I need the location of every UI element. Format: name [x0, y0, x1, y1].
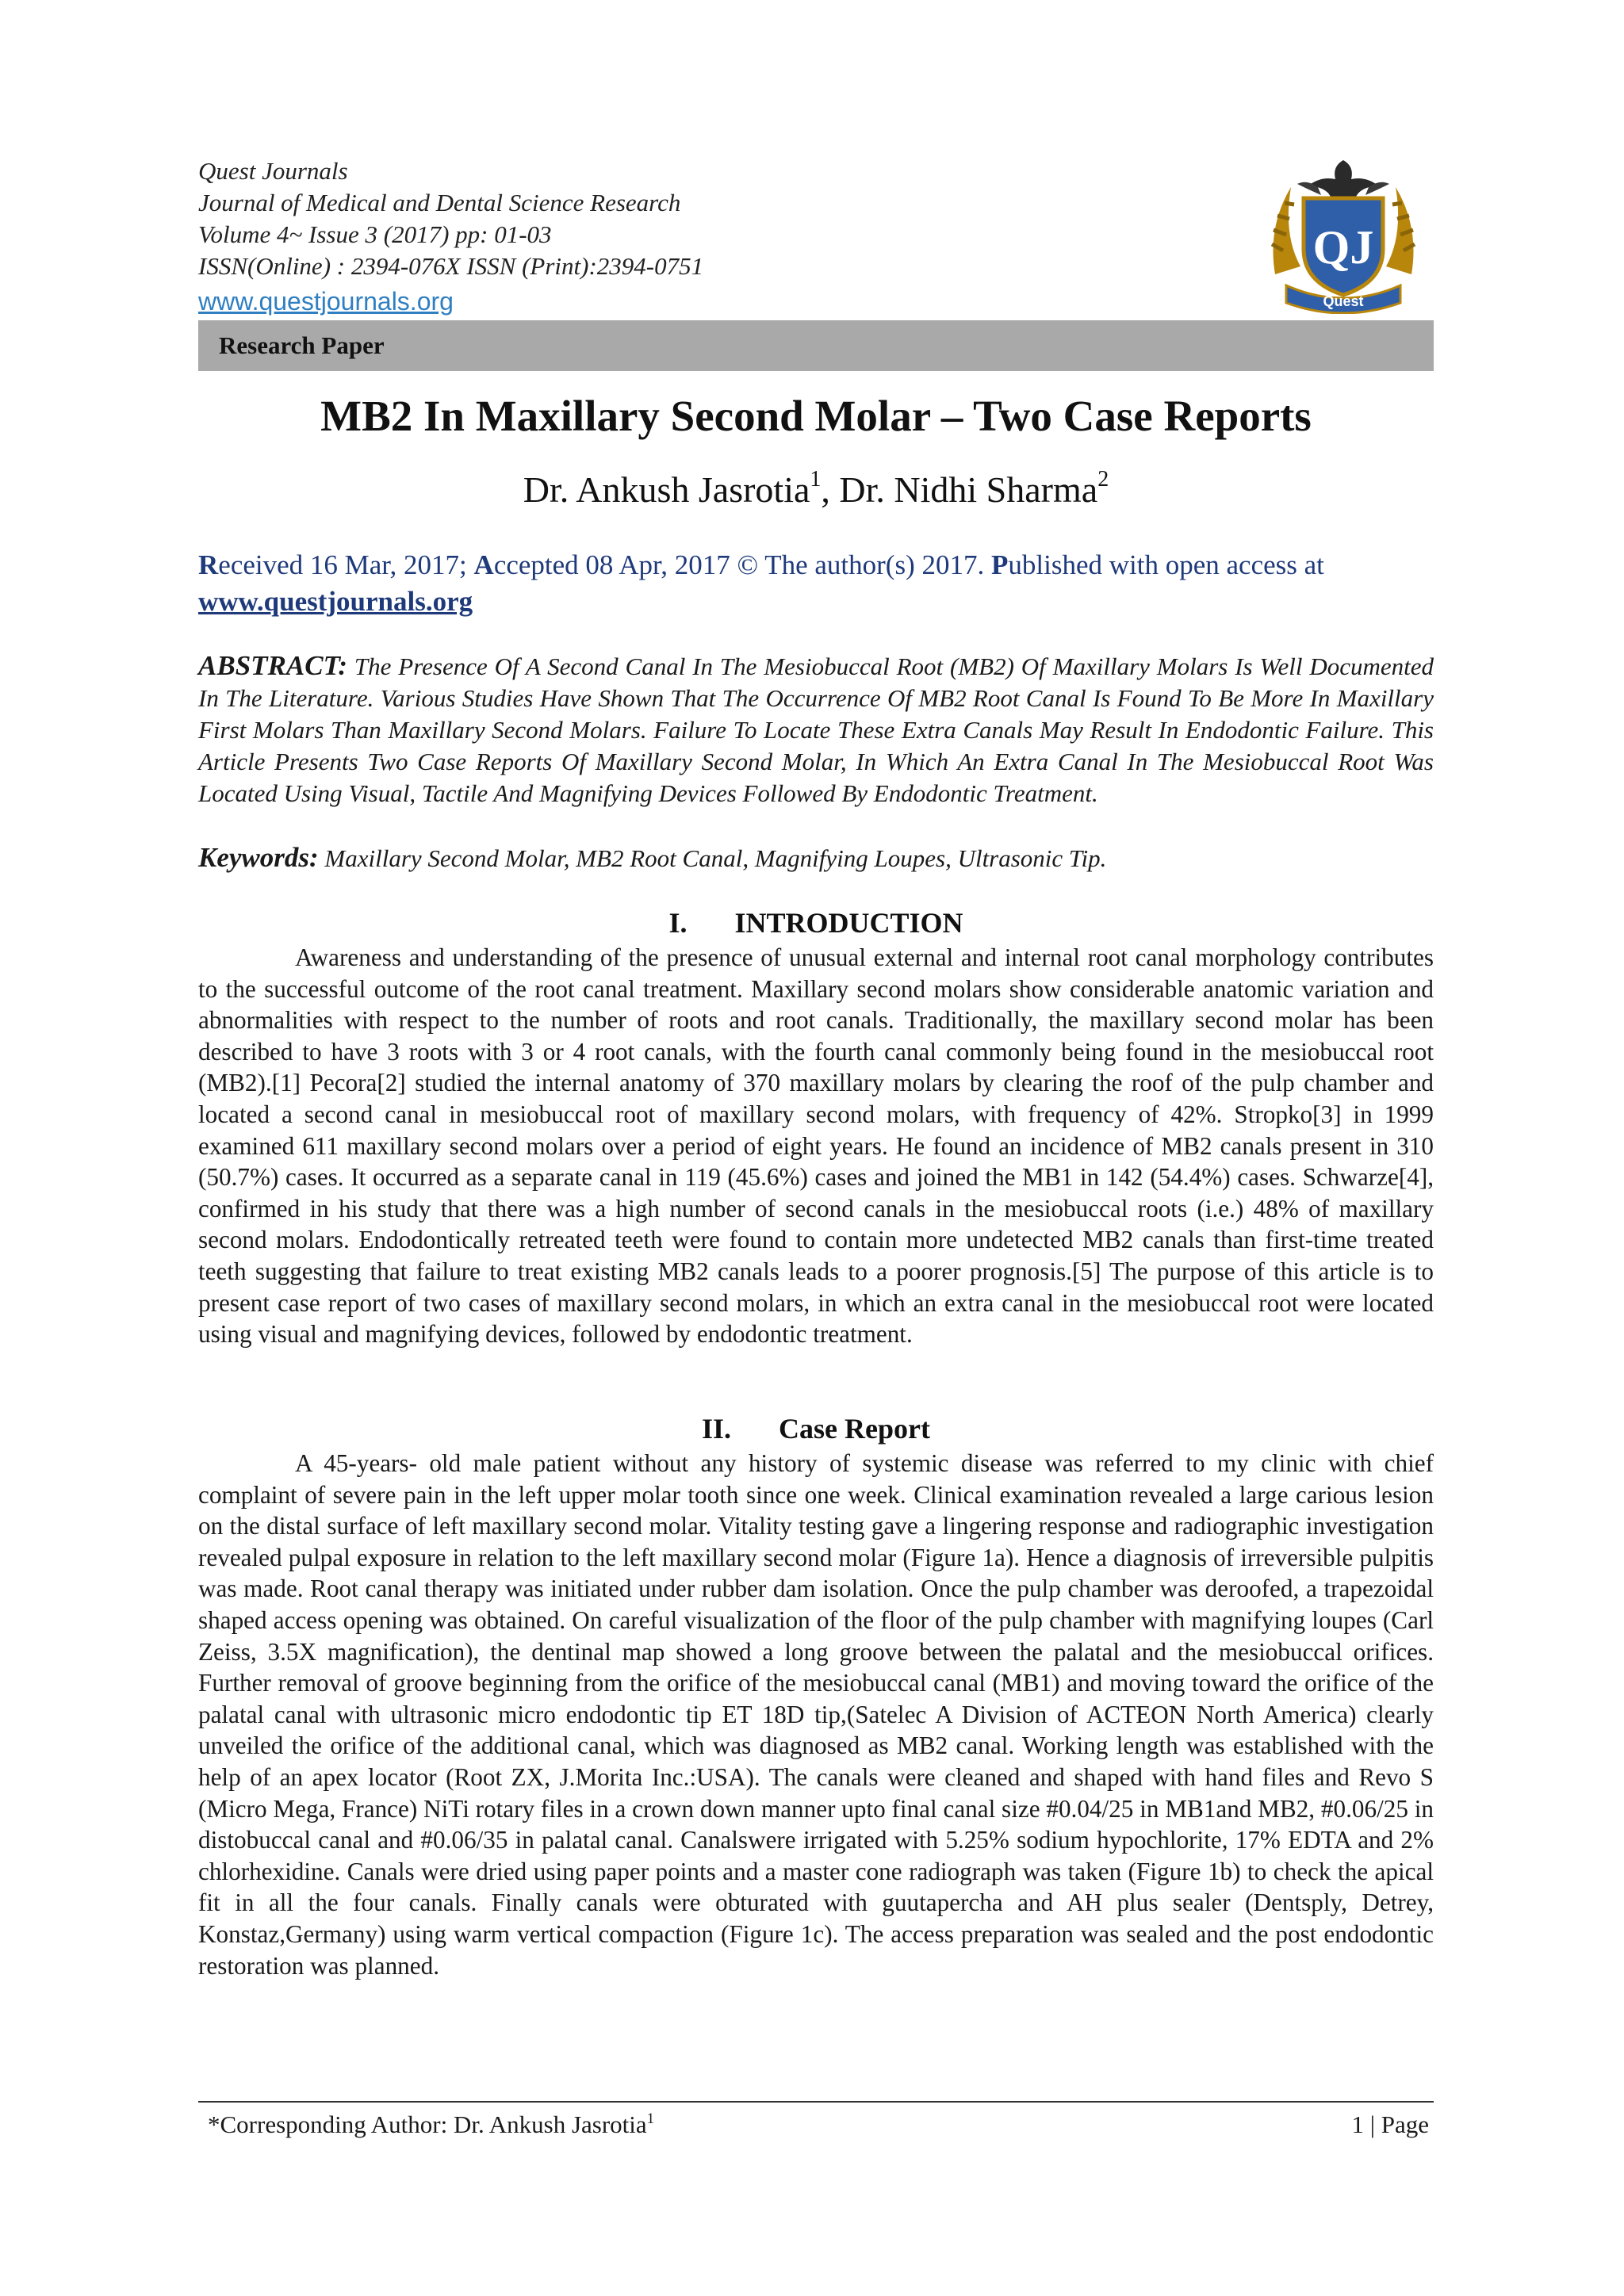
author-separator: , [821, 469, 840, 510]
abstract [198, 650, 1434, 809]
received-accepted-line [198, 547, 1434, 620]
case-report-text: A 45-years- old male patient without any history of systemic disease was referred to my clinic with chief complaint of severe pain in the left upper molar tooth since one week. Clinical examination revealed a large carious lesion on the distal surface of left maxillary second molar. Vitality testing gave a lingering response and radiographic investigation revealed pulpal exposure in relation to the left maxillary second molar (Figure 1a). Hence a diagnosis of irreversible pulpitis was made. Root canal therapy was initiated under rubber dam isolation. Once the pulp chamber was deroofed, a trapezoidal shaped access opening was obtained. On careful visualization of the floor of the pulp chamber with magnifying loupes (Carl Zeiss, 3.5X magnification), the dentinal map showed a long groove between the palatal and the mesiobuccal orifices. Further removal of groove beginning from the orifice of the mesiobuccal canal (MB1) and moving toward the orifice of the palatal canal with ultrasonic micro endodontic tip ET 18D tip,(Satelec A Division of ACTEON North America) clearly unveiled the orifice of the additional canal, which was diagnosed as MB2 canal. Working length was established with the help of an apex locator (Root ZX, J.Morita Inc.:USA). The canals were cleaned and shaped with hand files and Revo S (Micro Mega, France) NiTi rotary files in a crown down manner upto final canal size #0.04/25 in MB1and MB2, #0.06/25 in distobuccal canal and #0.06/35 in palatal canal. Canalswere irrigated with 5.25% sodium hypochlorite, 17% EDTA and 2% chlorhexidine. Canals were dried using paper points and a master cone radiograph was taken (Figure 1b) to check the apical fit in all the four canals. Finally canals were obturated with guutapercha and AH plus sealer (Dentsply, Detrey, Konstaz,Germany) using warm vertical compaction (Figure 1c). The access preparation was sealed and the post endodontic restoration was planned. [198, 1449, 1434, 1980]
journal-publisher: Quest Journals [198, 157, 348, 185]
keywords-text: Maxillary Second Molar, MB2 Root Canal, Magnifying Loupes, Ultrasonic Tip. [318, 844, 1107, 872]
received-date: eceived 16 Mar, 2017; [218, 549, 474, 580]
received-website-link[interactable]: www.questjournals.org [198, 586, 473, 617]
page-number: 1 | Page [1351, 2110, 1429, 2138]
abstract-text: The Presence Of A Second Canal In The Mesiobuccal Root (MB2) Of Maxillary Molars Is Well Documented In The Literature. Various Studies Have Shown That The Occurrence Of MB2 Root Canal Is Found To Be More In Maxillary First Molars Than Maxillary Second Molars. Failure To Locate These Extra Canals May Result In Endodontic Failure. This Article Presents Two Case Reports Of Maxillary Second Molar, In Which An Extra Canal In The Mesiobuccal Root Was Located Using Visual, Tactile And Magnifying Devices Followed By Endodontic Treatment. [198, 652, 1434, 807]
journal-info [198, 155, 1229, 319]
author-1: Dr. Ankush Jasrotia [523, 469, 810, 510]
journal-name: Journal of Medical and Dental Science Research [198, 189, 681, 216]
paper-title: MB2 In Maxillary Second Molar – Two Case Reports [320, 392, 1312, 440]
author-2-affiliation: 2 [1097, 467, 1109, 492]
authors [198, 466, 1434, 514]
quest-journals-logo [1259, 155, 1427, 314]
paper-type-label: Research Paper [219, 331, 385, 359]
corresponding-author-affiliation: 1 [646, 2110, 655, 2127]
footer-divider [198, 2101, 1434, 2103]
research-paper-band [198, 320, 1434, 371]
introduction-text: Awareness and understanding of the presence of unusual external and internal root canal morphology contributes to the successful outcome of the root canal treatment. Maxillary second molars show considerable anatomic variation and abnormalities with respect to the number of roots and root canals. Traditionally, the maxillary second molar has been described to have 3 roots with 3 or 4 root canals, with the fourth canal commonly being found in the mesiobuccal root (MB2).[1] Pecora[2] studied the internal anatomy of 370 maxillary molars by clearing the roof of the pulp chamber and located a second canal in mesiobuccal root of maxillary second molars, with frequency of 42%. Stropko[3] in 1999 examined 611 maxillary second molars over a period of eight years. He found an incidence of MB2 canals present in 310 (50.7%) cases. It occurred as a separate canal in 119 (45.6%) cases and joined the MB1 in 142 (54.4%) cases. Schwarze[4], confirmed in his study that there was a high number of second canals in the mesiobuccal roots (i.e.) 48% of maxillary second molars. Endodontically retreated teeth were found to contain more undetected MB2 canals than first-time treated teeth suggesting that failure to treat existing MB2 canals leads to a poorer prognosis.[5] The purpose of this article is to present case report of two cases of maxillary second molars, in which an extra canal in the mesiobuccal root were located using visual and magnifying devices, followed by endodontic treatment. [198, 943, 1434, 1349]
section-heading-introduction [198, 905, 1434, 940]
accepted-date: ccepted 08 Apr, 2017 © The author(s) 2017. [493, 549, 991, 580]
section-2-number: II. [702, 1413, 732, 1445]
keywords [198, 842, 1434, 874]
section-1-title: INTRODUCTION [734, 907, 963, 939]
logo-letters: QJ [1312, 221, 1374, 274]
section-2-title: Case Report [779, 1413, 930, 1445]
author-1-affiliation: 1 [810, 467, 822, 492]
received-initial: R [198, 549, 219, 580]
author-2: Dr. Nidhi Sharma [839, 469, 1098, 510]
published-note: ublished with open access at [1008, 549, 1324, 580]
introduction-paragraph [198, 942, 1434, 1350]
section-heading-case-report [198, 1411, 1434, 1446]
published-initial: P [991, 549, 1009, 580]
logo-ribbon-text: Quest [1323, 293, 1364, 309]
case-report-paragraph [198, 1448, 1434, 1981]
journal-volume: Volume 4~ Issue 3 (2017) pp: 01-03 [198, 220, 552, 248]
journal-website-link[interactable]: www.questjournals.org [198, 287, 454, 316]
keywords-label: Keywords: [198, 842, 319, 873]
corresponding-author-text: *Corresponding Author: Dr. Ankush Jasrotia [208, 2110, 647, 2138]
accepted-initial: A [473, 549, 494, 580]
abstract-label: ABSTRACT: [198, 650, 348, 681]
section-1-number: I. [668, 907, 688, 939]
corresponding-author [208, 2109, 654, 2141]
journal-issn: ISSN(Online) : 2394-076X ISSN (Print):2394-0751 [198, 252, 704, 280]
